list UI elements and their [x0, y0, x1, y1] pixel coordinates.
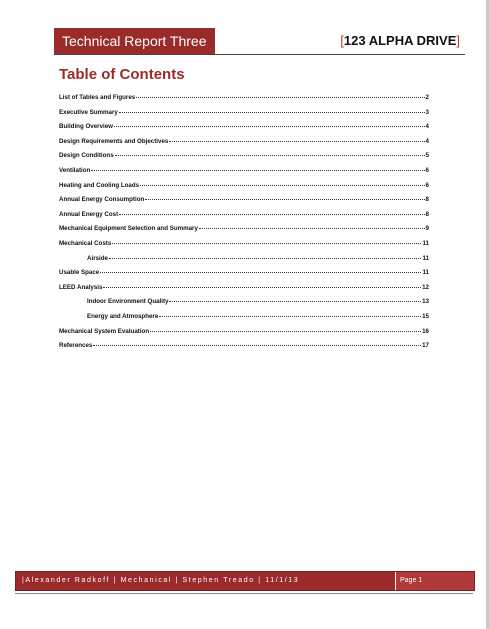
toc-entry[interactable]: [59, 123, 429, 138]
toc-entry-page: 16: [422, 327, 429, 335]
toc-entry[interactable]: [59, 255, 429, 270]
toc-entry-page: 8: [425, 210, 429, 218]
toc-entry[interactable]: [59, 298, 429, 313]
toc-entry-page: 12: [422, 283, 429, 291]
toc-dot-leader: [199, 228, 425, 229]
toc-entry[interactable]: [59, 182, 429, 197]
toc-entry-label: Usable Space: [59, 269, 100, 277]
toc-dot-leader: [93, 345, 421, 346]
toc-entry-page: 9: [425, 225, 429, 233]
toc-dot-leader: [103, 287, 421, 288]
toc-dot-leader: [100, 272, 421, 273]
toc-entry-label: Executive Summary: [59, 108, 118, 116]
toc-dot-leader: [119, 112, 425, 113]
project-name: 123 ALPHA DRIVE: [343, 33, 457, 48]
toc-entry-page: 11: [422, 239, 429, 247]
toc-dot-leader: [169, 141, 424, 142]
toc-entry-page: 4: [425, 123, 429, 131]
toc-entry-label: Energy and Atmosphere: [87, 312, 159, 320]
toc-entry[interactable]: [59, 225, 429, 240]
toc-dot-leader: [115, 155, 425, 156]
toc-entry-label: Mechanical System Evaluation: [59, 327, 150, 335]
toc-entry[interactable]: [59, 342, 429, 357]
toc-entry-label: List of Tables and Figures: [59, 94, 136, 101]
toc-title: Table of Contents: [59, 66, 185, 83]
toc-entry-label: Design Requirements and Objectives: [59, 137, 169, 145]
footer-bar: [15, 571, 475, 591]
project-header: [340, 33, 460, 48]
toc-dot-leader: [159, 316, 421, 317]
toc-dot-leader: [119, 214, 424, 215]
toc-entry-label: LEED Analysis: [59, 283, 103, 291]
toc-dot-leader: [145, 199, 424, 200]
toc-entry-page: 15: [422, 312, 429, 320]
bracket-open: [: [340, 33, 344, 48]
toc-entry-label: Building Overview: [59, 123, 113, 131]
toc-entry-page: 6: [425, 181, 429, 189]
toc-dot-leader: [136, 97, 424, 98]
report-title: Technical Report Three: [62, 33, 207, 49]
footer-rule: [15, 593, 473, 594]
toc-entry-page: 6: [425, 166, 429, 174]
toc-dot-leader: [109, 258, 421, 259]
toc-entry-label: References: [59, 342, 93, 350]
toc-entry[interactable]: [59, 313, 429, 328]
toc-dot-leader: [150, 331, 421, 332]
toc-entry[interactable]: [59, 284, 429, 299]
toc-entry-page: 11: [422, 254, 429, 262]
footer-page-number: Page 1: [395, 572, 474, 590]
toc-dot-leader: [114, 126, 425, 127]
toc-entry-label: Indoor Environment Quality: [87, 298, 169, 306]
bracket-close: ]: [456, 33, 460, 48]
toc-entry-label: Airside: [87, 254, 108, 262]
toc-entry-label: Design Conditions: [59, 152, 114, 160]
toc-dot-leader: [112, 243, 421, 244]
toc-entry-label: Heating and Cooling Loads: [59, 181, 140, 189]
toc-entry-page: 17: [422, 342, 429, 350]
toc-entry[interactable]: [59, 269, 429, 284]
toc-entry[interactable]: [59, 138, 429, 153]
toc-entry-page: 3: [425, 108, 429, 116]
toc-entry-label: Mechanical Equipment Selection and Summary: [59, 225, 198, 233]
toc-dot-leader: [169, 301, 421, 302]
report-title-badge: [54, 28, 215, 54]
toc-entry[interactable]: [59, 196, 429, 211]
toc-entry[interactable]: [59, 211, 429, 226]
toc-entry[interactable]: [59, 240, 429, 255]
toc-entry-page: 2: [425, 94, 429, 101]
toc-dot-leader: [140, 185, 424, 186]
toc-entry[interactable]: [59, 152, 429, 167]
toc-entry-label: Annual Energy Consumption: [59, 196, 145, 204]
toc-entry[interactable]: [59, 328, 429, 343]
toc-entry-page: 8: [425, 196, 429, 204]
toc-entry-page: 13: [422, 298, 429, 306]
toc-entry[interactable]: [59, 167, 429, 182]
toc-entry[interactable]: [59, 94, 429, 109]
toc-entry-page: 4: [425, 137, 429, 145]
footer-text: |Alexander Radkoff | Mechanical | Stephen Treado | 11/1/13: [22, 577, 300, 584]
toc-entry[interactable]: [59, 109, 429, 124]
toc-entry-label: Annual Energy Cost: [59, 210, 119, 218]
toc-entry-page: 11: [422, 269, 429, 277]
toc-list: [59, 94, 429, 357]
toc-entry-page: 5: [425, 152, 429, 160]
header-rule: [54, 54, 465, 55]
toc-entry-label: Ventilation: [59, 166, 91, 174]
toc-dot-leader: [91, 170, 424, 171]
toc-entry-label: Mechanical Costs: [59, 239, 112, 247]
